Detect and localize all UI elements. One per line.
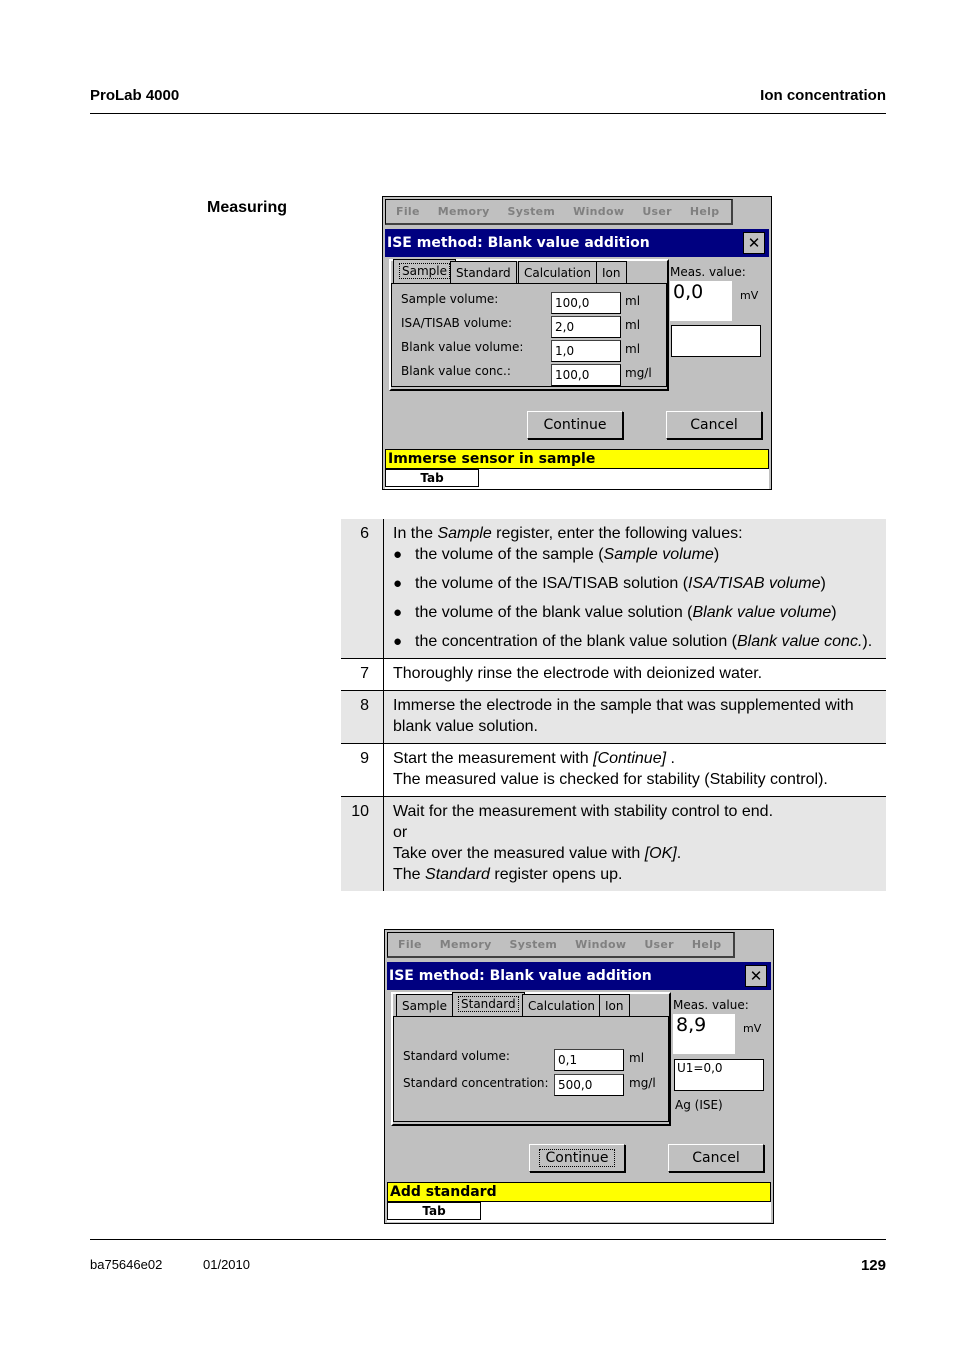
menu-help[interactable]: Help [691, 938, 722, 951]
header-chapter: Ion concentration [760, 87, 886, 104]
dialog [387, 962, 771, 1221]
tab-content [391, 283, 667, 387]
step-number: 9 [341, 744, 384, 796]
step-number: 6 [341, 519, 384, 658]
field-label-standard-volume: Standard volume: [403, 1049, 510, 1063]
step-body [384, 519, 886, 658]
dialog [385, 229, 769, 487]
step-number: 7 [341, 659, 384, 690]
tab-panel [389, 259, 669, 391]
menu-window[interactable]: Window [575, 938, 627, 951]
step-6 [341, 519, 886, 659]
status-bar: Immerse sensor in sample [385, 449, 769, 469]
tab-ion[interactable]: Ion [599, 994, 630, 1016]
info-box: U1=0,0 [674, 1059, 764, 1091]
tab-softkey[interactable]: Tab [385, 469, 479, 487]
step-body: Immerse the electrode in the sample that was supplemented with blank value solution. [393, 697, 854, 735]
menu-window[interactable]: Window [573, 205, 625, 218]
step-body: Start the measurement with [Continue] . The measured value is checked for stability (Stability control). [393, 750, 828, 788]
menu-memory[interactable]: Memory [439, 938, 492, 951]
close-icon[interactable]: ✕ [745, 965, 767, 987]
unit-blank-conc: mg/l [625, 366, 652, 380]
menu-system[interactable]: System [509, 938, 558, 951]
softkey-row [385, 469, 769, 489]
meas-value: 0,0 [673, 281, 704, 303]
meas-unit: mV [740, 289, 759, 302]
meas-value-label: Meas. value: [670, 265, 746, 279]
menu-system[interactable]: System [507, 205, 556, 218]
tab-panel [391, 992, 671, 1126]
step-10 [341, 797, 886, 891]
unit-standard-conc: mg/l [629, 1076, 656, 1090]
meas-value-label: Meas. value: [673, 998, 749, 1012]
sensor-label: Ag (ISE) [675, 1098, 723, 1112]
tab-softkey[interactable]: Tab [387, 1202, 481, 1220]
field-label-standard-conc: Standard concentration: [403, 1076, 549, 1090]
unit-blank-volume: ml [625, 342, 641, 356]
footer-rule [90, 1239, 886, 1240]
unit-isa-volume: ml [625, 318, 641, 332]
dialog-title-text: ISE method: Blank value addition [389, 968, 652, 984]
close-icon[interactable]: ✕ [743, 232, 765, 254]
status-bar: Add standard [387, 1182, 771, 1202]
footer-date: 01/2010 [203, 1257, 250, 1272]
menu-bar [387, 932, 735, 958]
step-intro: In the Sample register, enter the following values: [393, 525, 743, 542]
dialog-title-text: ISE method: Blank value addition [387, 235, 650, 251]
tab-calculation[interactable]: Calculation [518, 261, 597, 283]
bullet-list [393, 544, 878, 652]
field-label-isa-volume: ISA/TISAB volume: [401, 316, 513, 330]
tab-calculation[interactable]: Calculation [522, 994, 601, 1016]
unit-sample-volume: ml [625, 294, 641, 308]
tab-content [393, 1016, 669, 1122]
header-product: ProLab 4000 [90, 87, 180, 104]
footer-doc-id: ba75646e02 [90, 1257, 163, 1272]
menu-memory[interactable]: Memory [437, 205, 490, 218]
dialog-title [387, 962, 771, 990]
menu-file[interactable]: File [396, 205, 420, 218]
menu-help[interactable]: Help [689, 205, 720, 218]
continue-button[interactable]: Continue [529, 1144, 625, 1172]
step-9 [341, 744, 886, 797]
field-label-blank-conc: Blank value conc.: [401, 364, 511, 378]
field-label-blank-volume: Blank value volume: [401, 340, 524, 354]
cancel-button[interactable]: Cancel [668, 1144, 764, 1172]
list-item: ● the volume of the blank value solution (Blank value volume) [393, 602, 878, 623]
meas-unit: mV [743, 1022, 762, 1035]
continue-button[interactable]: Continue [527, 411, 623, 439]
section-label: Measuring [207, 199, 288, 216]
info-box [671, 325, 761, 357]
device-screen-sample [382, 196, 772, 490]
cancel-button[interactable]: Cancel [666, 411, 762, 439]
tab-ion[interactable]: Ion [596, 261, 627, 283]
list-item: ● the volume of the sample (Sample volume) [393, 544, 878, 565]
header-rule [90, 113, 886, 114]
menu-file[interactable]: File [398, 938, 422, 951]
menu-bar [385, 199, 733, 225]
list-item: ● the volume of the ISA/TISAB solution (ISA/TISAB volume) [393, 573, 878, 594]
sample-volume-field[interactable]: 100,0 [551, 292, 621, 314]
step-8 [341, 691, 886, 744]
blank-conc-field[interactable]: 100,0 [551, 364, 621, 386]
step-7 [341, 659, 886, 691]
step-number: 10 [341, 797, 384, 891]
unit-standard-volume: ml [629, 1051, 645, 1065]
softkey-row [387, 1202, 771, 1222]
standard-volume-field[interactable]: 0,1 [554, 1049, 624, 1071]
meas-value-display [673, 1014, 735, 1054]
list-item: ● the concentration of the blank value solution (Blank value conc.). [393, 631, 878, 652]
step-body: Wait for the measurement with stability control to end. or Take over the measured value with [OK]. The Standard register opens up. [393, 803, 774, 883]
dialog-title [385, 229, 769, 257]
menu-user[interactable]: User [644, 938, 674, 951]
standard-conc-field[interactable]: 500,0 [554, 1074, 624, 1096]
field-label-sample-volume: Sample volume: [401, 292, 499, 306]
meas-value: 8,9 [676, 1014, 707, 1036]
isa-volume-field[interactable]: 2,0 [551, 316, 621, 338]
device-screen-standard [384, 929, 774, 1224]
menu-user[interactable]: User [642, 205, 672, 218]
step-number: 8 [341, 691, 384, 743]
tab-sample[interactable]: Sample [396, 994, 453, 1016]
step-body: Thoroughly rinse the electrode with deionized water. [393, 665, 763, 682]
meas-value-display [670, 281, 732, 321]
blank-volume-field[interactable]: 1,0 [551, 340, 621, 362]
step-table [341, 519, 886, 891]
page-number: 129 [860, 1257, 886, 1274]
tab-standard[interactable]: Standard [452, 992, 525, 1016]
tab-sample[interactable]: Sample [393, 259, 456, 283]
tab-standard[interactable]: Standard [450, 261, 517, 283]
